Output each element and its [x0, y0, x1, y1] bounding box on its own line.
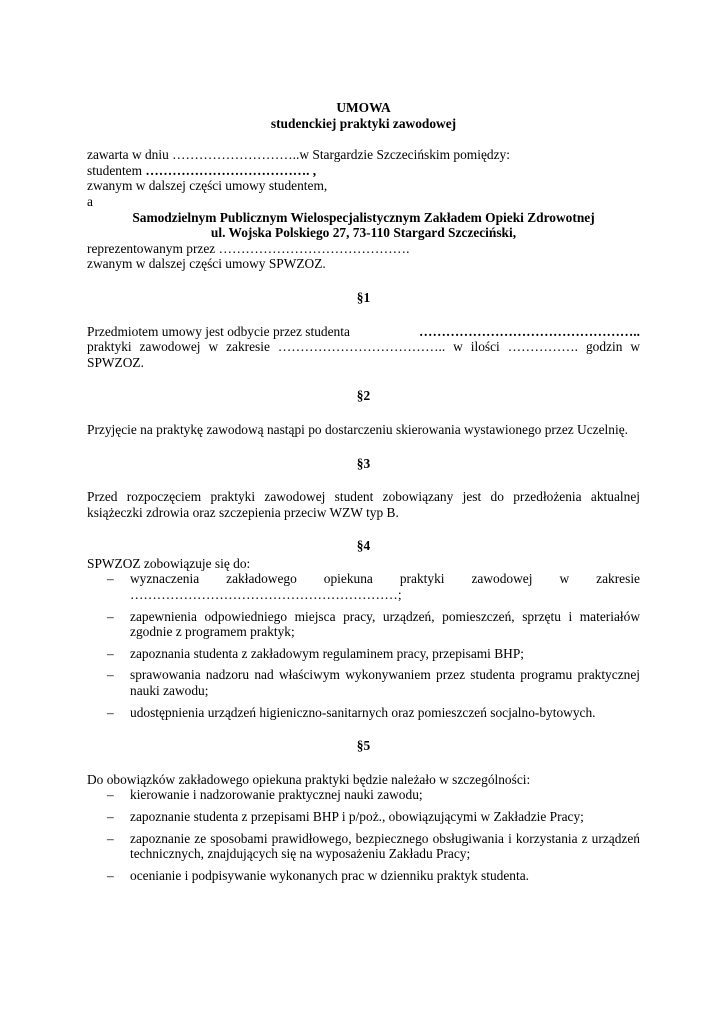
intro-represented: reprezentowanym przez ……………………………………. [87, 240, 410, 256]
section-5-list [87, 787, 640, 883]
list-item [87, 609, 640, 640]
list-item [87, 787, 640, 803]
section-5 [87, 738, 640, 883]
institution-name: Samodzielnym Publicznym Wielospecjalistycznym Zakładem Opieki Zdrowotnej [132, 209, 595, 225]
document-title: UMOWA [336, 100, 391, 115]
section-3-text: Przed rozpoczęciem praktyki zawodowej student zobowiązany jest do przedłożenia aktualnej książeczki zdrowia oraz szczepienia przeciw WZW typ B. [87, 489, 640, 520]
dash-marker: – [107, 809, 114, 824]
document-header [87, 100, 640, 131]
section-4-heading: §4 [356, 538, 371, 554]
intro-spwzoz-called: zwanym w dalszej części umowy SPWZOZ. [87, 256, 326, 272]
list-item [87, 705, 640, 721]
dash-marker: – [107, 667, 114, 683]
section-2 [87, 388, 640, 437]
dash-marker: – [107, 867, 114, 883]
intro-student-called: zwanym w dalszej części umowy studentem, [87, 178, 328, 194]
list-item-text: zapewnienia odpowiedniego miejsca pracy, urządzeń, pomieszczeń, sprzętu i materiałów zgodnie z programem praktyk; [130, 608, 640, 640]
list-item-text: zapoznanie ze sposobami prawidłowego, bezpiecznego obsługiwania i korzystania z urządzeń technicznych, znajdujących się na wyposażeniu Zakładu Pracy; [130, 830, 640, 862]
list-item [87, 571, 640, 602]
list-item-text: zapoznanie studenta z przepisami BHP i p/poż., obowiązującymi w Zakładzie Pracy; [130, 809, 584, 824]
section-4 [87, 538, 640, 720]
list-item-text: kierowanie i nadzorowanie praktycznej nauki zawodu; [130, 787, 423, 803]
list-item [87, 646, 640, 662]
list-item [87, 809, 640, 825]
document-page [87, 100, 640, 883]
section-3 [87, 456, 640, 521]
intro-and: a [87, 193, 93, 209]
list-item [87, 831, 640, 862]
intro-student-line [87, 163, 640, 179]
list-item-text: sprawowania nadzoru nad właściwym wykonywaniem przez studenta programu praktycznej nauki zawodu; [130, 667, 640, 699]
dash-marker: – [107, 608, 114, 624]
section-1-dots-a: ………………………………………….. [419, 323, 640, 339]
list-item [87, 667, 640, 698]
section-1-line-a [87, 324, 640, 340]
section-1-text-a: Przedmiotem umowy jest odbycie przez studenta [87, 323, 350, 339]
dash-marker: – [107, 571, 114, 587]
intro-block [87, 147, 640, 272]
student-label: studentem [87, 162, 143, 178]
list-item [87, 868, 640, 884]
student-dots: ………………………………. , [145, 162, 317, 178]
section-2-heading: §2 [356, 388, 371, 404]
section-2-text: Przyjęcie na praktykę zawodową nastąpi po dostarczeniu skierowania wystawionego przez Uczelnię. [87, 421, 628, 437]
list-item-text: udostępnienia urządzeń higieniczno-sanitarnych oraz pomieszczeń socjalno-bytowych. [130, 704, 596, 720]
section-1-heading: §1 [356, 289, 371, 305]
section-4-list [87, 571, 640, 720]
dash-marker: – [107, 645, 114, 661]
list-item-text: ocenianie i podpisywanie wykonanych prac w dzienniku praktyk studenta. [130, 867, 529, 883]
section-5-heading: §5 [356, 738, 371, 754]
section-1 [87, 290, 640, 370]
list-item-text: wyznaczenia zakładowego opiekuna praktyki zawodowej w zakresie ……………………………………………………; [130, 571, 640, 603]
document-subtitle: studenckiej praktyki zawodowej [270, 115, 457, 131]
dash-marker: – [107, 787, 114, 803]
institution-address: ul. Wojska Polskiego 27, 73-110 Stargard Szczeciński, [210, 225, 517, 241]
section-1-text-b: praktyki zawodowej w zakresie ……………………………….. w ilości ……………. godzin w SPWZOZ. [87, 339, 640, 370]
dash-marker: – [107, 830, 114, 846]
section-3-heading: §3 [356, 455, 371, 471]
intro-date-line: zawarta w dniu ………………………..w Stargardzie Szczecińskim pomiędzy: [87, 147, 510, 163]
dash-marker: – [107, 704, 114, 720]
list-item-text: zapoznania studenta z zakładowym regulaminem pracy, przepisami BHP; [130, 645, 525, 661]
section-5-lead: Do obowiązków zakładowego opiekuna praktyki będzie należało w szczególności: [87, 771, 531, 787]
section-4-lead: SPWZOZ zobowiązuje się do: [87, 555, 251, 571]
